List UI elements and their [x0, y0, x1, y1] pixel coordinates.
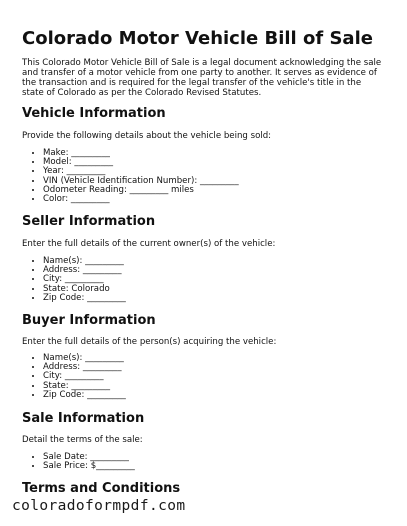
list-item: • Name(s): _________: [43, 257, 126, 266]
list-item: • Model: _________: [43, 158, 239, 167]
sale-lead: Detail the terms of the sale:: [22, 435, 143, 445]
list-item: • City: _________: [43, 372, 126, 381]
vehicle-heading: Vehicle Information: [22, 106, 166, 121]
site-watermark: coloradoformpdf.com: [12, 498, 186, 514]
intro-paragraph: This Colorado Motor Vehicle Bill of Sale is a legal document acknowledging the sale and transfer of a motor vehicle from one party to another. It serves as evidence of the transaction and is required for the legal transfer of the vehicle's title in the state of Colorado as per the Colorado Revised Statutes.: [22, 58, 382, 98]
sale-heading: Sale Information: [22, 411, 145, 426]
list-item: • VIN (Vehicle Identification Number): _________: [43, 177, 239, 186]
list-item: • Year: _________: [43, 167, 239, 176]
buyer-heading: Buyer Information: [22, 313, 156, 328]
list-item: • Address: _________: [43, 363, 126, 372]
list-item: • Sale Price: $_________: [43, 462, 135, 471]
buyer-lead: Enter the full details of the person(s) acquiring the vehicle:: [22, 337, 277, 347]
vehicle-lead: Provide the following details about the vehicle being sold:: [22, 131, 272, 141]
list-item: • Name(s): _________: [43, 354, 126, 363]
seller-heading: Seller Information: [22, 214, 156, 229]
vehicle-fields-list: [31, 149, 239, 204]
seller-fields-list: [31, 257, 126, 303]
sale-fields-list: [31, 453, 135, 471]
terms-heading: Terms and Conditions: [22, 481, 181, 496]
list-item: • City: _________: [43, 275, 126, 284]
buyer-fields-list: [31, 354, 126, 400]
seller-lead: Enter the full details of the current owner(s) of the vehicle:: [22, 239, 276, 249]
list-item: • Zip Code: _________: [43, 391, 126, 400]
list-item: • Sale Date: _________: [43, 453, 135, 462]
list-item: • Odometer Reading: _________ miles: [43, 186, 239, 195]
list-item: • State: _________: [43, 382, 126, 391]
list-item: • Zip Code: _________: [43, 294, 126, 303]
list-item: • State: Colorado: [43, 285, 126, 294]
document-title: Colorado Motor Vehicle Bill of Sale: [22, 28, 373, 49]
list-item: • Address: _________: [43, 266, 126, 275]
list-item: • Make: _________: [43, 149, 239, 158]
list-item: • Color: _________: [43, 195, 239, 204]
